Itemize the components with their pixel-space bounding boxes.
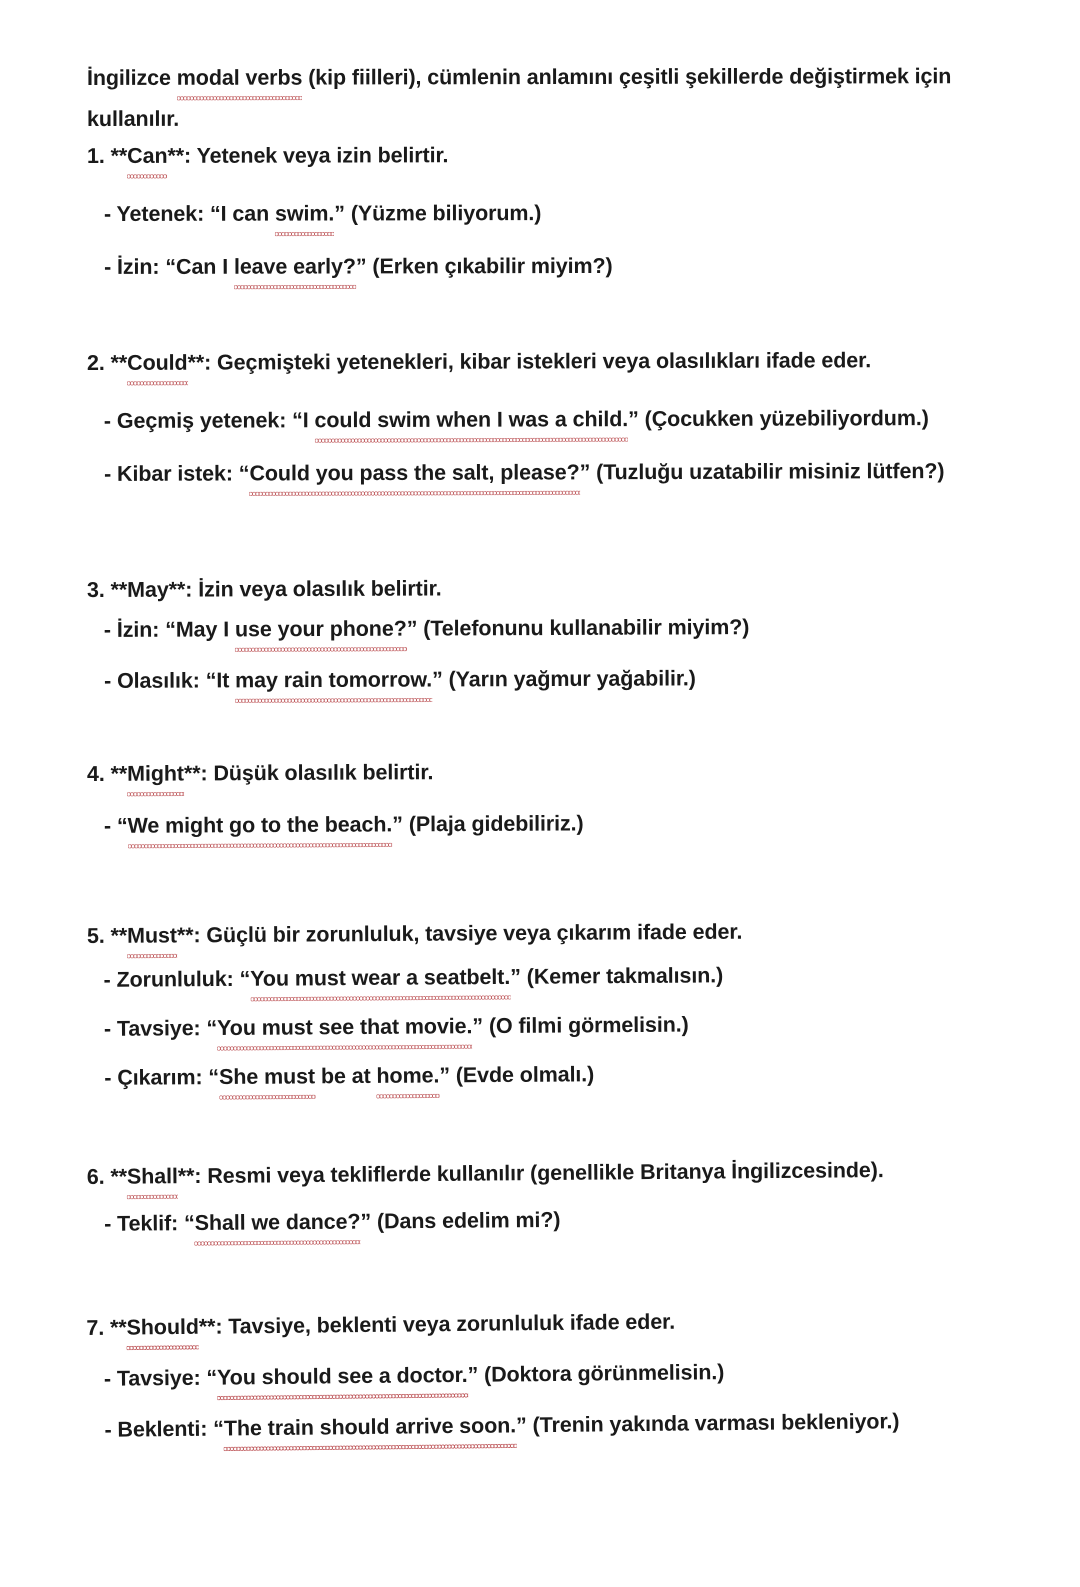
quote-close: ” (431, 667, 443, 692)
intro-text-post: (kip fiilleri), cümlenin anlamını çeşitli şekillerde değiştirmek için (302, 64, 952, 90)
section-heading-might (87, 751, 1047, 797)
quote-open: “ (209, 201, 221, 226)
english-text: I can (220, 201, 276, 226)
section-number: 6. (86, 1164, 105, 1190)
bold-marker-open: ** (110, 1164, 128, 1189)
quote-close: ” (472, 1014, 484, 1039)
intro-paragraph (87, 58, 1047, 138)
section-heading-shall (87, 1151, 1047, 1200)
quote-close: ” (334, 201, 345, 226)
section-can (87, 136, 1047, 179)
spellcheck-word: leave early? (234, 248, 356, 289)
bold-marker-open: ** (110, 350, 128, 375)
bold-marker-close: ** (168, 577, 186, 602)
modal-name: Can (127, 138, 167, 179)
bold-marker-open: ** (109, 1315, 127, 1340)
turkish-translation: (Doktora görünmelisin.) (478, 1360, 725, 1387)
quote-close: ” (579, 460, 591, 485)
section-could (87, 342, 1047, 386)
modal-name: May (127, 577, 169, 602)
quote-open: “ (183, 1211, 195, 1236)
quote-open: “ (208, 1065, 220, 1090)
section-heading-text: : Yetenek veya izin belirtir. (184, 143, 449, 168)
bold-marker-close: ** (167, 143, 185, 168)
section-heading-text: : Güçlü bir zorunluluk, tavsiye veya çıkarım ifade eder. (193, 919, 743, 948)
english-text: I (302, 408, 315, 433)
spellcheck-word: The train should arrive soon. (224, 1407, 517, 1451)
bold-marker-close: ** (198, 1314, 216, 1339)
english-text: May I (175, 617, 236, 642)
section-heading-could (87, 342, 1047, 386)
modal-name: Shall (127, 1158, 178, 1199)
turkish-translation: (Yarın yağmur yağabilir.) (442, 666, 696, 692)
quote-open: “ (213, 1416, 225, 1441)
section-should (86, 1300, 1047, 1453)
section-number: 5. (86, 923, 105, 948)
intro-line-2: kullanılır. (87, 106, 180, 131)
bold-marker-close: ** (187, 350, 205, 375)
turkish-translation: (Tuzluğu uzatabilir misiniz lütfen?) (590, 459, 945, 485)
quote-close: ” (355, 254, 367, 279)
spellcheck-word: use your phone? (235, 611, 407, 653)
spellcheck-word: Could you pass the salt, please? (249, 454, 579, 496)
spellcheck-word: home. (376, 1057, 439, 1098)
bold-marker-open: ** (110, 143, 128, 168)
turkish-translation: (Çocukken yüzebiliyordum.) (638, 406, 929, 432)
section-heading-text: : Geçmişteki yetenekleri, kibar istekleri veya olasılıkları ifade eder. (204, 348, 872, 375)
section-may (87, 568, 1047, 609)
list-item (87, 608, 1047, 653)
quote-open: “ (206, 1365, 218, 1390)
spellcheck-word: You must see that movie. (217, 1008, 473, 1051)
intro-text-pre: İngilizce (86, 65, 177, 91)
section-number: 3. (86, 577, 105, 602)
english-text: Can I (175, 254, 234, 279)
quote-open: “ (116, 813, 128, 838)
quote-open: “ (292, 408, 303, 433)
turkish-translation: (Trenin yakında varması bekleniyor.) (526, 1409, 900, 1438)
quote-close: ” (510, 964, 521, 989)
bold-marker-close: ** (176, 923, 194, 948)
section-heading-text: : Tavsiye, beklenti veya zorunluluk ifade eder. (215, 1309, 676, 1339)
bold-marker-open: ** (110, 761, 128, 786)
quote-close: ” (515, 1413, 527, 1438)
intro-line-1 (87, 58, 1047, 101)
spellcheck-word: modal verbs (177, 60, 303, 101)
item-label: - Tavsiye: (103, 1016, 207, 1041)
list-item (87, 659, 1047, 704)
item-label: - (103, 813, 117, 838)
item-label: - Beklenti: (104, 1416, 214, 1442)
bold-marker-open: ** (110, 923, 128, 948)
spellcheck-word: may rain tomorrow. (235, 661, 432, 703)
item-label: - İzin: (103, 617, 166, 642)
bold-marker-close: ** (183, 761, 201, 786)
quote-close: ” (392, 812, 403, 837)
section-must (87, 912, 1047, 959)
quote-open: “ (165, 254, 177, 279)
item-label: - İzin: (104, 254, 166, 279)
section-number: 1. (86, 143, 105, 168)
section-heading-text: : Düşük olasılık belirtir. (200, 760, 434, 786)
item-label: - Teklif: (104, 1211, 185, 1236)
quote-open: “ (239, 966, 251, 991)
section-might-items (87, 803, 1047, 849)
quote-close: ” (360, 1209, 372, 1234)
item-label: - Yetenek: (103, 201, 211, 226)
turkish-translation: (Telefonunu kullanabilir miyim?) (417, 615, 750, 641)
list-item (87, 247, 1047, 290)
bold-marker-close: ** (177, 1164, 195, 1189)
section-heading-must (87, 912, 1047, 959)
item-label: - Geçmiş yetenek: (103, 408, 293, 433)
spellcheck-word: You should see a doctor. (217, 1357, 468, 1401)
spellcheck-word: swim. (275, 195, 334, 236)
quote-open: “ (205, 668, 217, 693)
spellcheck-word: Shall we dance? (195, 1204, 361, 1246)
item-label: - Olasılık: (104, 668, 206, 693)
spellcheck-word: You must wear a seatbelt. (250, 959, 510, 1002)
section-heading-should (86, 1300, 1046, 1351)
list-item (86, 955, 1046, 1003)
turkish-translation: (Plaja gidebiliriz.) (402, 811, 584, 837)
section-heading-text: : Resmi veya tekliflerde kullanılır (genellikle Britanya İngilizcesinde). (194, 1158, 884, 1189)
list-item (87, 1004, 1047, 1052)
turkish-translation: (Yüzme biliyorum.) (344, 201, 542, 226)
section-number: 2. (86, 350, 105, 375)
section-heading-may (87, 568, 1047, 609)
section-number: 7. (86, 1315, 105, 1341)
list-item (87, 1402, 1047, 1453)
spellcheck-word: She must (219, 1058, 315, 1100)
list-item (87, 1351, 1047, 1402)
list-item (87, 1053, 1047, 1101)
item-label: - Zorunluluk: (103, 966, 240, 992)
section-can-items (87, 194, 1047, 290)
section-shall (87, 1151, 1048, 1247)
section-number: 4. (86, 761, 105, 786)
turkish-translation: (Evde olmalı.) (449, 1062, 595, 1088)
item-label: - Tavsiye: (103, 1365, 207, 1391)
item-label: - Kibar istek: (104, 461, 239, 486)
spellcheck-word: could swim when I was a child. (314, 401, 628, 443)
list-item (87, 1198, 1047, 1247)
section-heading-can (87, 136, 1047, 179)
item-label: - Çıkarım: (104, 1065, 209, 1090)
quote-close: ” (406, 616, 418, 641)
modal-name: Could (127, 345, 188, 386)
section-could-items (87, 400, 1047, 497)
section-may-items (87, 608, 1047, 704)
section-heading-text: : İzin veya olasılık belirtir. (185, 576, 442, 602)
modal-name: Might (127, 755, 184, 796)
section-might (87, 751, 1047, 797)
list-item (87, 803, 1047, 849)
turkish-translation: (Kemer takmalısın.) (520, 963, 724, 989)
modal-name: Must (127, 917, 177, 958)
quote-close: ” (439, 1063, 451, 1088)
list-item (87, 400, 1047, 444)
turkish-translation: (O filmi görmelisin.) (482, 1012, 689, 1039)
quote-open: “ (165, 617, 176, 642)
quote-close: ” (467, 1362, 479, 1387)
turkish-translation: (Erken çıkabilir miyim?) (366, 253, 613, 279)
list-item (87, 194, 1047, 237)
english-text: be at (314, 1063, 377, 1089)
modal-name: Should (126, 1309, 199, 1351)
list-item (87, 453, 1047, 497)
turkish-translation: (Dans edelim mi?) (370, 1207, 561, 1234)
spellcheck-word: We might go to the beach. (127, 806, 392, 848)
bold-marker-open: ** (110, 577, 128, 602)
quote-open: “ (206, 1016, 218, 1041)
quote-open: “ (238, 461, 250, 486)
section-must-items (86, 955, 1047, 1101)
quote-close: ” (628, 407, 639, 432)
english-text: It (216, 668, 236, 693)
